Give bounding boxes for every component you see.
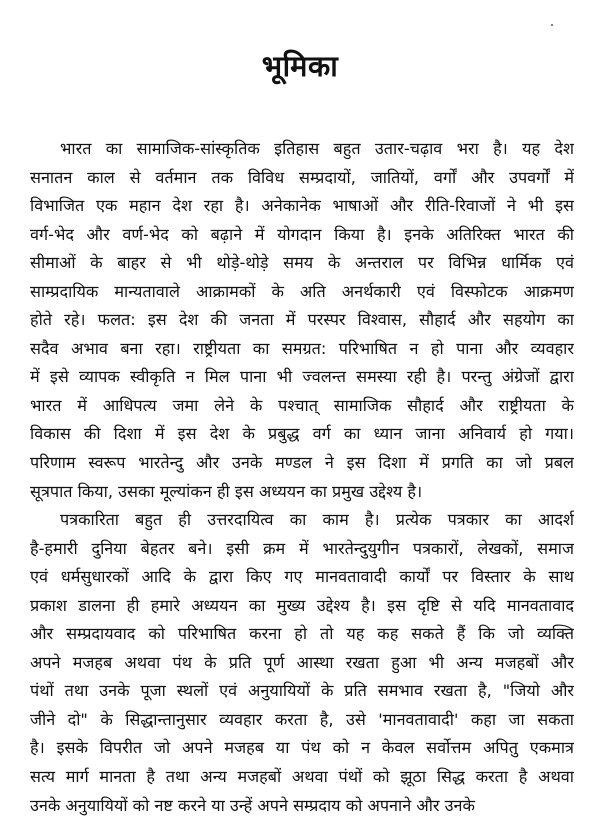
page-title: भूमिका bbox=[261, 49, 339, 83]
text-line: उनके अनुयायियों को नष्ट करने या उन्हें अपने सम्प्रदाय को अपनाने और उनके bbox=[30, 795, 475, 815]
paragraph-2 bbox=[30, 506, 574, 820]
text-line: जीने दो" के सिद्धान्तानुसार व्यवहार करता है, उसे 'मानवतावादी' कहा जा सकता bbox=[30, 709, 574, 729]
text-line: पत्रकारिता बहुत ही उत्तरदायित्व का काम है। प्रत्येक पत्रकार का आदर्श bbox=[60, 510, 574, 530]
text-line: होते रहे। फलत: इस देश की जनता में परस्पर विश्वास, सौहार्द और सहयोग का bbox=[30, 310, 574, 330]
text-line: सीमाओं के बाहर से भी थोड़े-थोड़े समय के अन्तराल पर विभिन्न धार्मिक एवं bbox=[30, 253, 574, 273]
text-line: वर्ग-भेद और वर्ण-भेद को बढ़ाने में योगदान किया है। इनके अतिरिक्त भारत की bbox=[30, 224, 574, 244]
scan-speck bbox=[551, 24, 553, 26]
text-line: है। इसके विपरीत जो अपने मजहब या पंथ को न केवल सर्वोत्तम अपितु एकमात्र bbox=[30, 738, 574, 758]
text-line: एवं धर्मसुधारकों आदि के द्वारा किए गए मानवतावादी कार्यों पर विस्तार के साथ bbox=[30, 567, 574, 587]
text-line: प्रकाश डालना ही हमारे अध्ययन का मुख्य उद्देश्य है। इस दृष्टि से यदि मानवतावाद bbox=[30, 595, 574, 615]
text-line: पंथों तथा उनके पूजा स्थलों एवं अनुयायियों के प्रति समभाव रखता है, "जियो और bbox=[30, 681, 574, 701]
text-line: और सम्प्रदायवाद को परिभाषित करना हो तो यह कह सकते हैं कि जो व्यक्ति bbox=[30, 624, 574, 644]
text-line: परिणाम स्वरूप भारतेन्दु और उनके मण्डल ने इस दिशा में प्रगति का जो प्रबल bbox=[30, 453, 574, 473]
text-line: है-हमारी दुनिया बेहतर बने। इसी क्रम में भारतेन्दुयुगीन पत्रकारों, लेखकों, समाज bbox=[30, 538, 574, 558]
text-line: विकास की दिशा में इस देश के प्रबुद्ध वर्ग का ध्यान जाना अनिवार्य हो गया। bbox=[30, 424, 574, 444]
text-line: सनातन काल से वर्तमान तक विविध सम्प्रदायों, जातियों, वर्गों और उपवर्गों में bbox=[30, 167, 574, 187]
text-line: सूत्रपात किया, उसका मूल्यांकन ही इस अध्ययन का प्रमुख उद्देश्य है। bbox=[30, 481, 423, 501]
body-text bbox=[30, 135, 574, 820]
text-line: सत्य मार्ग मानता है तथा अन्य मजहबों अथवा पंथों को झूठा सिद्ध करता है अथवा bbox=[30, 767, 574, 787]
text-line: विभाजित एक महान देश रहा है। अनेकानेक भाषाओं और रीति-रिवाजों ने भी इस bbox=[30, 196, 574, 216]
text-line: भारत में आधिपत्य जमा लेने के पश्चात् सामाजिक सौहार्द और राष्ट्रीयता के bbox=[30, 395, 574, 415]
text-line: सदैव अभाव बना रहा। राष्ट्रीयता का समग्रत: परिभाषित न हो पाना और व्यवहार bbox=[30, 338, 574, 358]
text-line: अपने मजहब अथवा पंथ के प्रति पूर्ण आस्था रखता हुआ भी अन्य मजहबों और bbox=[30, 652, 574, 672]
paragraph-1 bbox=[30, 135, 574, 506]
text-line: साम्प्रदायिक मान्यतावाले आक्रामकों के अति अनर्थकारी एवं विस्फोटक आक्रमण bbox=[30, 281, 574, 301]
text-line: में इसे व्यापक स्वीकृति न मिल पाना भी ज्वलन्त समस्या रही है। परन्तु अंग्रेजों द्वारा bbox=[30, 367, 574, 387]
text-line: भारत का सामाजिक-सांस्कृतिक इतिहास बहुत उतार-चढ़ाव भरा है। यह देश bbox=[60, 139, 574, 158]
